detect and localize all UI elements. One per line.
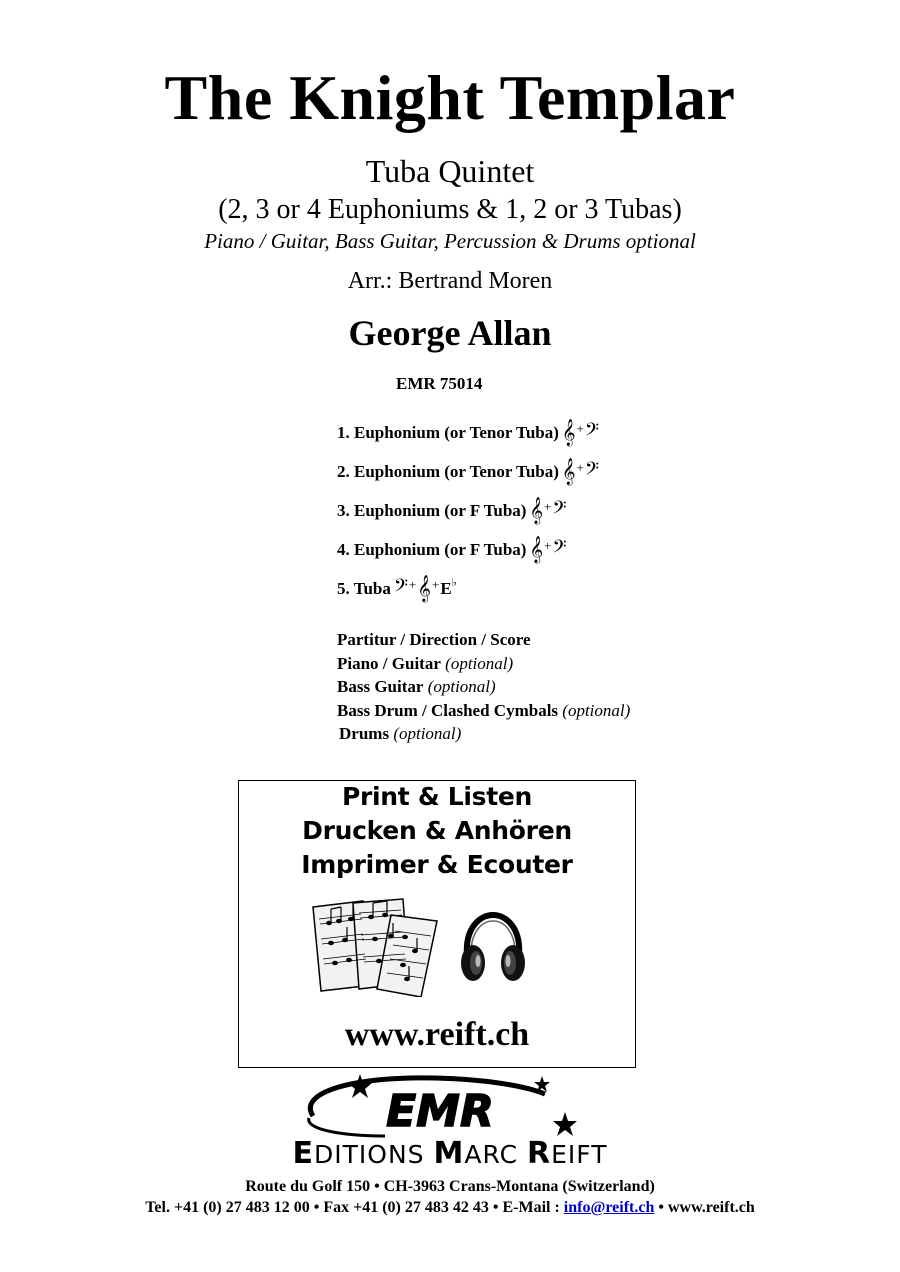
extra-score bbox=[337, 629, 531, 651]
clef-group bbox=[529, 499, 566, 523]
part-label: 3. Euphonium (or F Tuba) bbox=[337, 501, 527, 520]
treble-clef-icon: 𝄞 bbox=[529, 498, 544, 524]
clef-group bbox=[394, 577, 457, 601]
publisher-address: Route du Golf 150 • CH-3963 Crans-Montana (Switzerland) bbox=[245, 1178, 655, 1195]
publisher-word: DITIONS bbox=[314, 1140, 434, 1169]
part-label: 4. Euphonium (or F Tuba) bbox=[337, 540, 527, 559]
bass-clef-icon: 𝄢 bbox=[552, 498, 567, 523]
plus-sign: + bbox=[409, 577, 417, 592]
extra-piano-guitar bbox=[337, 653, 513, 675]
publisher-initial: E bbox=[292, 1136, 315, 1171]
plus-sign: + bbox=[544, 499, 552, 514]
contact-website: • www.reift.ch bbox=[654, 1199, 755, 1216]
composer: George Allan bbox=[348, 313, 552, 353]
e-flat-note: E bbox=[440, 579, 452, 598]
website-link[interactable]: www.reift.ch bbox=[344, 1016, 530, 1053]
part-label: 1. Euphonium (or Tenor Tuba) bbox=[337, 423, 559, 442]
extra-note: (optional) bbox=[445, 654, 514, 673]
extra-drums bbox=[339, 723, 461, 745]
subtitle: Tuba Quintet bbox=[365, 153, 535, 189]
publisher-initial: R bbox=[526, 1136, 552, 1171]
print-listen-box bbox=[238, 780, 636, 1068]
emr-logo bbox=[235, 1072, 665, 1142]
clef-group bbox=[562, 460, 599, 484]
promo-line-english: Print & Listen bbox=[341, 782, 533, 811]
instrumentation: (2, 3 or 4 Euphoniums & 1, 2 or 3 Tubas) bbox=[218, 194, 682, 225]
treble-clef-icon: 𝄞 bbox=[529, 537, 544, 563]
sheet-music-icon bbox=[311, 897, 441, 997]
plus-sign: + bbox=[576, 460, 584, 475]
arranger: Arr.: Bertrand Moren bbox=[347, 268, 553, 294]
extra-name: Drums bbox=[339, 724, 390, 743]
logo-text: EMR bbox=[386, 1086, 494, 1137]
extra-name: Bass Drum / Clashed Cymbals bbox=[337, 701, 559, 720]
plus-sign: + bbox=[544, 538, 552, 553]
treble-clef-icon: 𝄞 bbox=[561, 420, 576, 446]
headphones-icon bbox=[457, 911, 529, 987]
email-link[interactable]: info@reift.ch bbox=[563, 1199, 655, 1216]
optional-instruments-line: Piano / Guitar, Bass Guitar, Percussion & Drums optional bbox=[204, 229, 696, 253]
part-1 bbox=[337, 421, 599, 445]
contact-phone-fax: Tel. +41 (0) 27 483 12 00 • Fax +41 (0) 27 483 42 43 • E-Mail : bbox=[145, 1199, 564, 1216]
extra-name: Bass Guitar bbox=[337, 677, 424, 696]
page-title: The Knight Templar bbox=[164, 62, 736, 133]
plus-sign: + bbox=[576, 421, 584, 436]
flat-icon: ♭ bbox=[451, 577, 457, 589]
star-icon bbox=[553, 1112, 577, 1136]
extra-name: Piano / Guitar bbox=[337, 654, 441, 673]
clef-group bbox=[562, 421, 599, 445]
bass-clef-icon: 𝄢 bbox=[393, 576, 409, 601]
catalog-number: EMR 75014 bbox=[396, 374, 483, 393]
treble-clef-icon: 𝄞 bbox=[561, 459, 576, 485]
publisher-word: EIFT bbox=[551, 1140, 608, 1169]
part-label: 2. Euphonium (or Tenor Tuba) bbox=[337, 462, 559, 481]
publisher-name bbox=[0, 1136, 900, 1171]
part-4 bbox=[337, 538, 567, 562]
publisher-contact bbox=[0, 1198, 900, 1218]
promo-line-french: Imprimer & Ecouter bbox=[301, 850, 573, 879]
extra-bass-guitar bbox=[337, 676, 496, 698]
extra-name: Partitur / Direction / Score bbox=[337, 630, 531, 649]
part-label: 5. Tuba bbox=[337, 579, 391, 598]
treble-clef-icon: 𝄞 bbox=[417, 576, 431, 602]
extra-bass-drum bbox=[337, 700, 630, 722]
clef-group bbox=[529, 538, 566, 562]
bass-clef-icon: 𝄢 bbox=[552, 537, 567, 562]
part-3 bbox=[337, 499, 567, 523]
star-icon bbox=[348, 1074, 372, 1098]
bass-clef-icon: 𝄢 bbox=[584, 459, 599, 484]
extra-note: (optional) bbox=[393, 724, 462, 743]
extra-note: (optional) bbox=[427, 677, 496, 696]
publisher-word: ARC bbox=[464, 1140, 527, 1169]
bass-clef-icon: 𝄢 bbox=[584, 420, 599, 445]
promo-line-german: Drucken & Anhören bbox=[302, 816, 572, 845]
publisher-initial: M bbox=[433, 1136, 465, 1171]
extra-note: (optional) bbox=[562, 701, 631, 720]
part-2 bbox=[337, 460, 599, 484]
plus-sign: + bbox=[431, 577, 440, 592]
part-5 bbox=[337, 577, 457, 601]
